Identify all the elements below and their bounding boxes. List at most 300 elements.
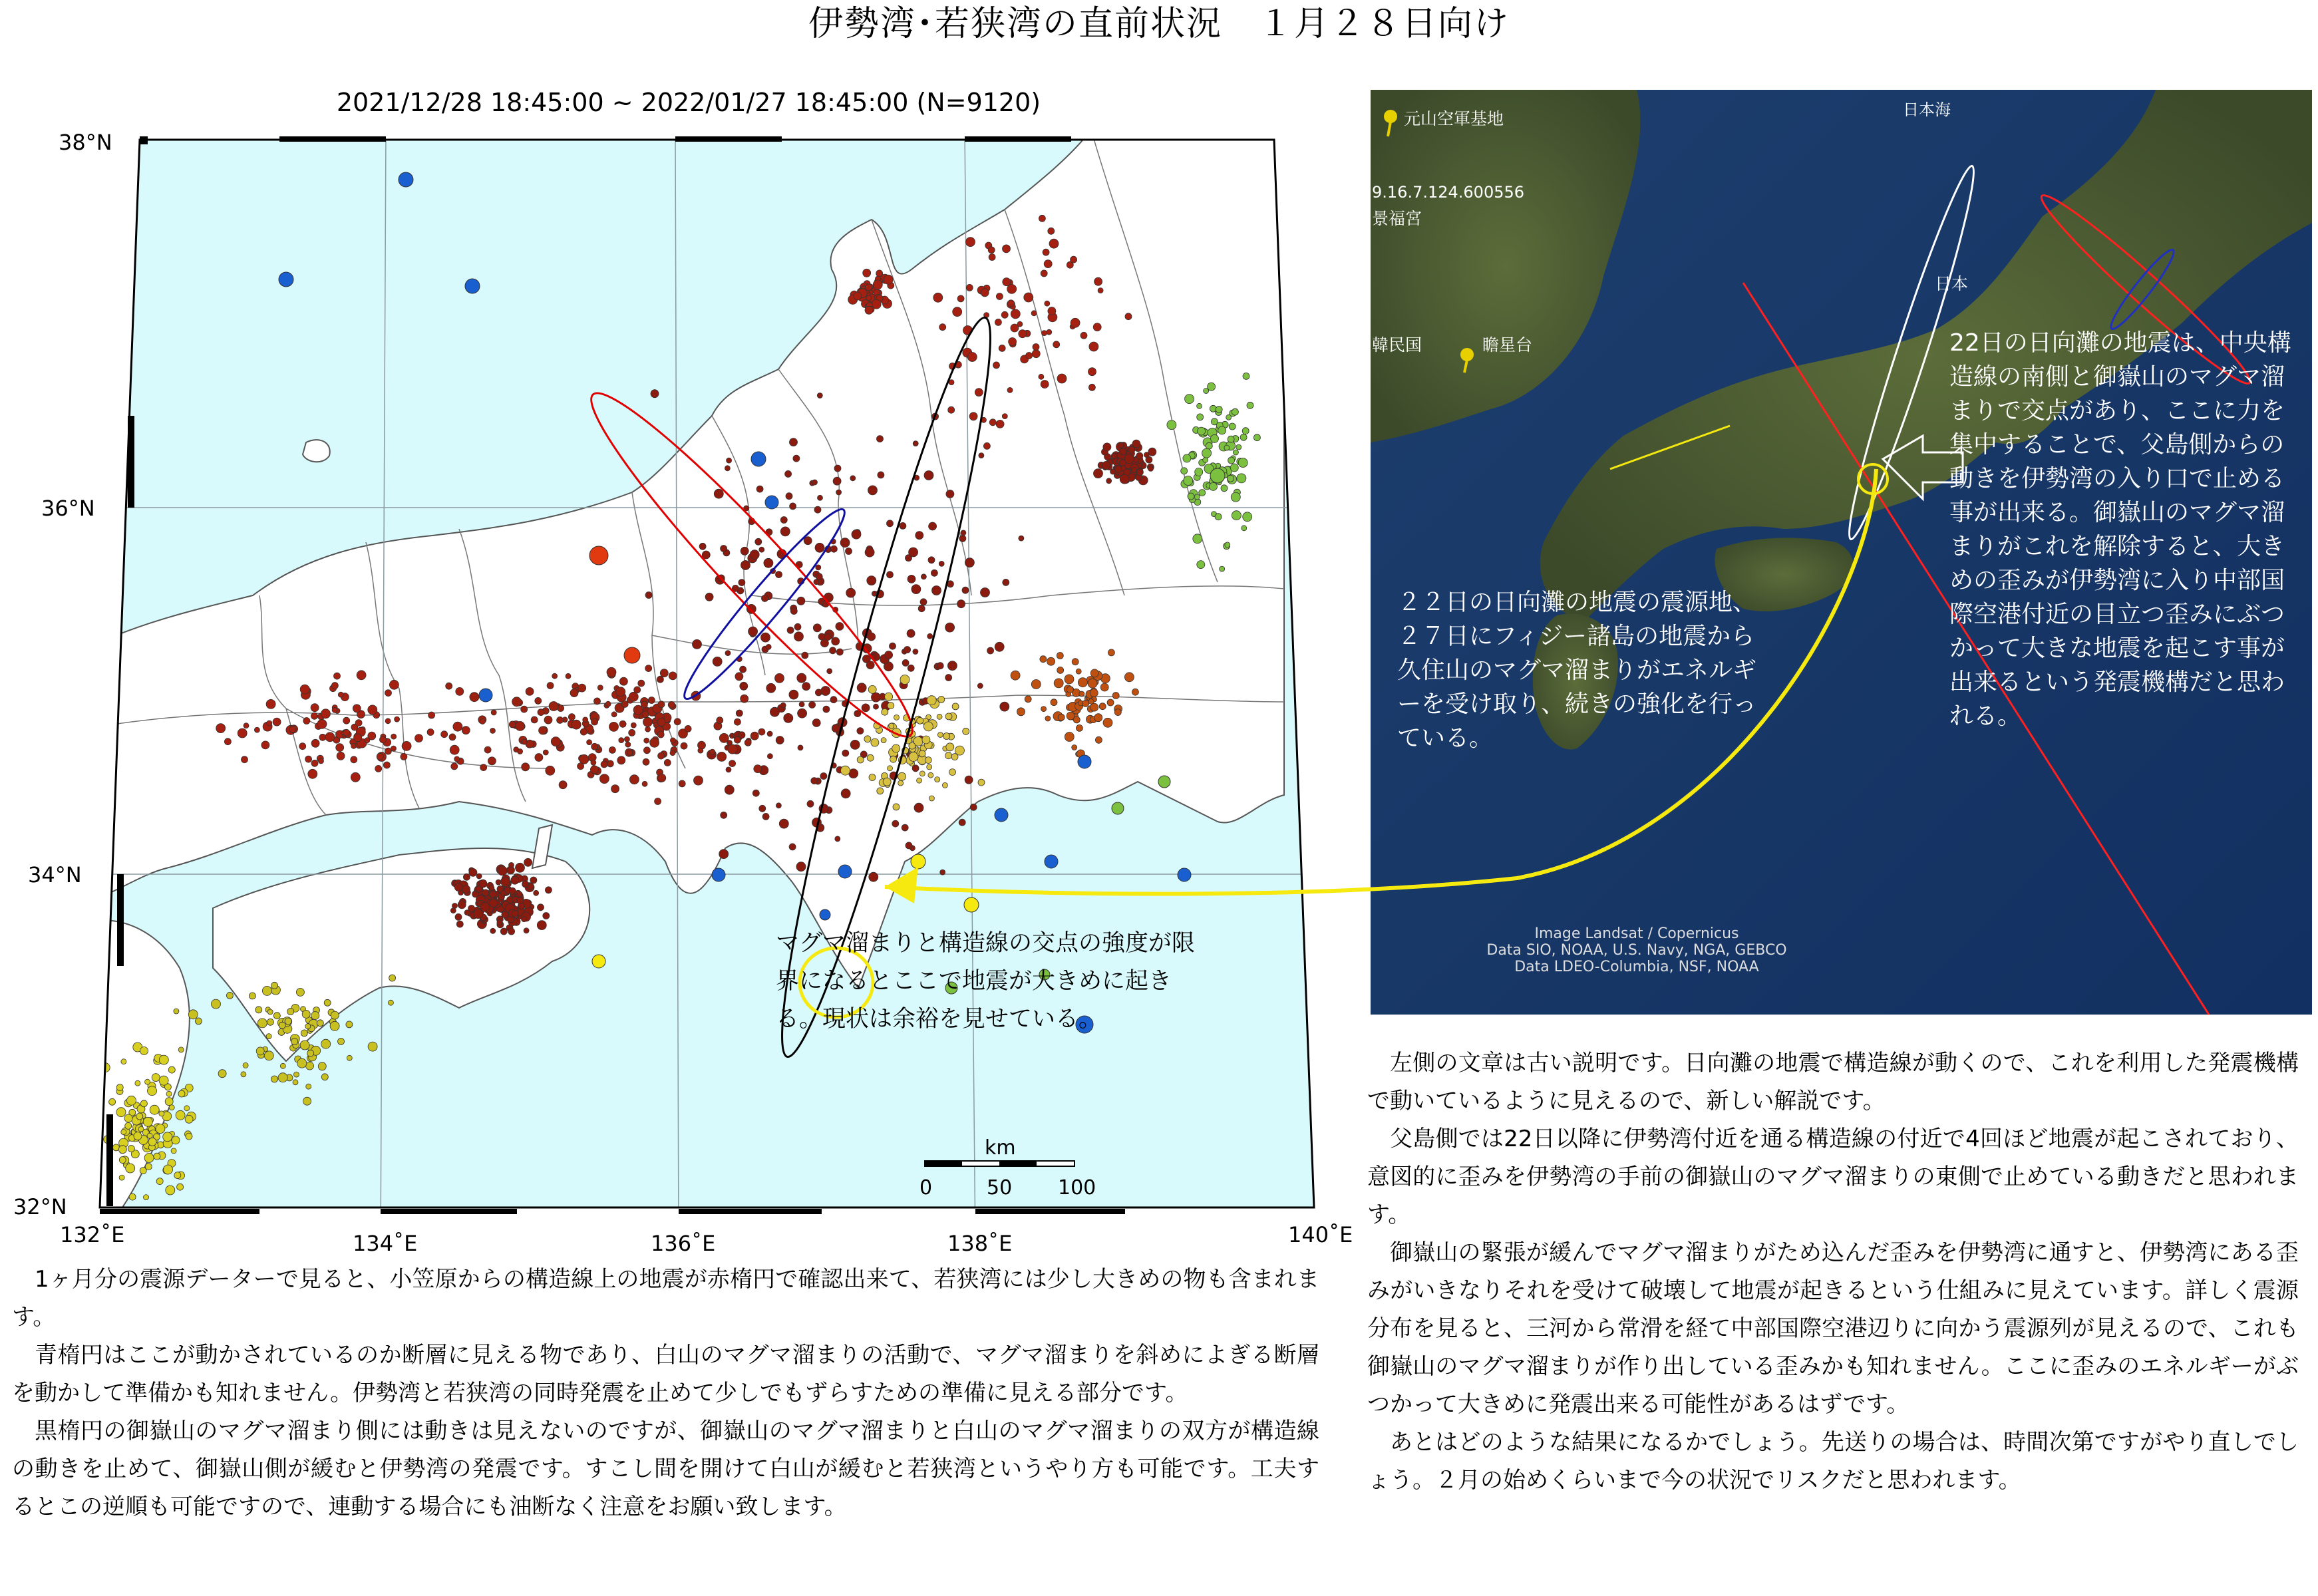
epicenter-dot — [780, 527, 790, 536]
left-paragraph-3: 黒楕円の御嶽山のマグマ溜まり側には動きは見えないのですが、御嶽山のマグマ溜まりと白山のマグマ溜まりの双方が構造線の動きを止めて、御嶽山側が緩むと伊勢湾の発震です。すこし間を開けて白山が緩むと若狭湾というやり方も可能です。工夫するとこの逆順も可能ですので、連動する場合にも油断なく注意をお願い致します。 — [12, 1418, 1319, 1520]
epicenter-dot — [790, 438, 798, 446]
epicenter-dot — [721, 812, 727, 818]
epicenter-dot — [981, 289, 989, 297]
epicenter-dot — [1197, 414, 1204, 420]
lat-label-34: 34°N — [28, 862, 82, 887]
epicenter-dot — [674, 718, 681, 725]
epicenter-dot — [321, 709, 331, 718]
epicenter-dot — [321, 1074, 328, 1080]
epicenter-dot — [547, 683, 554, 689]
epicenter-dot — [516, 721, 525, 730]
epicenter-dot — [1093, 323, 1101, 331]
right-paragraph-4: あとはどのような結果になるかでしょう。先送りの場合は、時間次第ですがやり直しでしょう。２月の始めくらいまで今の状況でリスクだと思われます。 — [1367, 1429, 2299, 1494]
epicenter-dot — [736, 710, 743, 717]
epicenter-dot — [876, 270, 883, 277]
epicenter-dot — [428, 712, 435, 718]
epicenter-dot — [318, 1062, 326, 1070]
epicenter-dot — [489, 885, 494, 891]
epicenter-dot — [765, 496, 778, 509]
epicenter-dot — [650, 738, 659, 747]
attribution-line-1: Image Landsat / Copernicus — [1534, 925, 1739, 942]
epicenter-dot — [789, 690, 798, 699]
epicenter-dot — [456, 921, 463, 927]
epicenter-dot — [1211, 434, 1219, 442]
epicenter-dot — [351, 772, 360, 782]
epicenter-dot — [759, 547, 764, 552]
epicenter-dot — [1089, 342, 1098, 351]
epicenter-dot — [317, 719, 327, 728]
epicenter-dot — [714, 489, 723, 498]
epicenter-dot — [311, 760, 318, 766]
epicenter-dot — [319, 734, 326, 740]
epicenter-dot — [658, 774, 666, 782]
epicenter-dot — [377, 753, 383, 760]
epicenter-dot — [1053, 341, 1060, 348]
right-explanation — [1367, 1044, 2299, 1500]
epicenter-dot — [159, 1076, 168, 1085]
epicenter-dot — [693, 639, 702, 649]
epicenter-dot — [601, 761, 607, 768]
epicenter-dot — [174, 1172, 181, 1179]
epicenter-dot — [679, 780, 685, 787]
epicenter-dot — [779, 819, 788, 828]
epicenter-dot — [1094, 277, 1102, 285]
epicenter-dot — [1007, 387, 1013, 393]
epicenter-dot — [621, 701, 628, 707]
left-paragraph-2: 青楕円はここが動かされているのか断層に見える物であり、白山のマグマ溜まりの活動で、マグマ溜まりを斜めによぎる断層を動かして準備かも知れません。伊勢湾と若狭湾の同時発震を止めて少しでもずらすための準備に見える部分です。 — [12, 1342, 1319, 1406]
epicenter-dot — [713, 657, 722, 666]
epicenter-dot — [267, 1009, 273, 1015]
epicenter-dot — [116, 1084, 123, 1091]
epicenter-dot — [854, 292, 862, 300]
epicenter-dot — [324, 999, 331, 1006]
epicenter-dot — [643, 717, 653, 726]
epicenter-dot — [1224, 445, 1230, 450]
epicenter-dot — [568, 714, 575, 720]
epicenter-dot — [303, 718, 310, 724]
epicenter-dot — [1049, 239, 1059, 248]
epicenter-dot — [500, 928, 507, 935]
epicenter-dot — [297, 1058, 307, 1068]
epicenter-dot — [1033, 344, 1039, 351]
epicenter-dot — [599, 774, 609, 784]
epicenter-dot — [480, 719, 485, 724]
epicenter-dot — [171, 1148, 176, 1154]
epicenter-dot — [1253, 434, 1260, 441]
epicenter-dot — [303, 1097, 311, 1105]
epicenter-dot — [138, 1126, 144, 1132]
epicenter-dot — [725, 466, 730, 471]
epicenter-dot — [159, 1111, 164, 1116]
epicenter-dot — [254, 727, 259, 732]
epicenter-dot — [176, 1110, 185, 1120]
epicenter-dot — [1226, 414, 1232, 420]
epicenter-dot — [759, 805, 766, 812]
epicenter-dot — [375, 765, 382, 772]
epicenter-dot — [1043, 249, 1049, 255]
epicenter-dot — [135, 1080, 140, 1086]
epicenter-dot — [401, 753, 407, 760]
epicenter-dot — [1024, 293, 1033, 302]
epicenter-dot — [754, 765, 762, 773]
epicenter-dot — [301, 1030, 307, 1037]
epicenter-dot — [287, 1009, 294, 1015]
epicenter-dot — [385, 690, 392, 697]
epicenter-dot — [866, 284, 872, 291]
epicenter-dot — [865, 306, 873, 314]
epicenter-dot — [305, 756, 312, 762]
epicenter-dot — [399, 172, 413, 187]
epicenter-dot — [391, 746, 397, 751]
epicenter-dot — [311, 1012, 319, 1020]
epicenter-dot — [470, 693, 479, 702]
epicenter-dot — [1236, 444, 1242, 450]
epicenter-dot — [249, 993, 255, 999]
epicenter-dot — [643, 758, 649, 765]
connector-arrow — [798, 466, 1890, 905]
epicenter-dot — [866, 295, 872, 301]
epicenter-dot — [279, 272, 293, 287]
epicenter-dot — [266, 1034, 271, 1039]
epicenter-dot — [338, 692, 343, 697]
epicenter-dot — [710, 749, 715, 754]
epicenter-dot — [745, 739, 751, 746]
epicenter-dot — [116, 1108, 126, 1117]
epicenter-dot — [501, 877, 510, 886]
epicenter-dot — [1047, 329, 1052, 335]
epicenter-dot — [1088, 384, 1095, 391]
epicenter-dot — [631, 722, 636, 728]
epicenter-dot — [1125, 313, 1132, 320]
epicenter-dot — [516, 863, 525, 872]
epicenter-dot — [1003, 245, 1011, 253]
epicenter-dot — [266, 699, 275, 709]
right-paragraph-2: 父島側では22日以降に伊勢湾付近を通る構造線の付近で4回ほど地震が起こされており、意図的に歪みを伊勢湾の手前の御嶽山のマグマ溜まりの東側で止めている動きだと思われます。 — [1367, 1126, 2299, 1228]
epicenter-dot — [776, 571, 782, 578]
epicenter-dot — [509, 721, 516, 728]
epicenter-dot — [629, 729, 635, 736]
epicenter-dot — [645, 592, 652, 599]
epicenter-dot — [1057, 374, 1067, 383]
left-paragraph-1: 1ヶ月分の震源データーで見ると、小笠原からの構造線上の地震が赤楕円で確認出来て、若狭湾には少し大きめの物も含まれます。 — [12, 1266, 1319, 1331]
epicenter-dot — [953, 307, 962, 317]
epicenter-dot — [698, 748, 703, 753]
epicenter-dot — [256, 1047, 264, 1055]
epicenter-dot — [1044, 260, 1052, 268]
epicenter-dot — [617, 756, 625, 764]
epicenter-dot — [522, 881, 529, 887]
epicenter-dot — [357, 671, 366, 680]
epicenter-dot — [216, 724, 226, 733]
epicenter-dot — [1183, 454, 1191, 462]
epicenter-dot — [766, 644, 771, 649]
epicenter-dot — [559, 781, 567, 789]
epicenter-dot — [933, 293, 943, 302]
lon-label-140: 140˚E — [1288, 1222, 1353, 1247]
epicenter-dot — [212, 999, 221, 1009]
epicenter-dot — [517, 897, 524, 904]
epicenter-dot — [332, 707, 337, 713]
epicenter-dot — [244, 723, 249, 728]
epicenter-dot — [188, 1010, 198, 1019]
epicenter-dot — [336, 744, 344, 752]
epicenter-dot — [279, 1022, 285, 1029]
epicenter-dot — [580, 728, 587, 735]
scale-tick-100: 100 — [1058, 1176, 1096, 1199]
epicenter-dot — [163, 1132, 172, 1142]
epicenter-dot — [624, 647, 640, 663]
epicenter-dot — [790, 608, 797, 615]
epicenter-dot — [721, 546, 727, 552]
epicenter-dot — [159, 1055, 168, 1064]
epicenter-dot — [300, 685, 309, 694]
epicenter-dot — [121, 1059, 126, 1064]
epicenter-dot — [152, 1074, 160, 1082]
epicenter-dot — [913, 441, 918, 446]
epicenter-dot — [441, 731, 448, 738]
scale-unit: km — [985, 1136, 1016, 1160]
epicenter-dot — [242, 756, 248, 763]
epicenter-dot — [1233, 450, 1238, 455]
epicenter-dot — [355, 720, 362, 726]
epicenter-dot — [776, 736, 784, 744]
epicenter-dot — [347, 1055, 352, 1060]
epicenter-dot — [166, 1091, 172, 1096]
epicenter-dot — [1032, 350, 1040, 358]
epicenter-dot — [770, 707, 779, 717]
epicenter-dot — [294, 1072, 299, 1077]
epicenter-dot — [119, 1157, 126, 1164]
oki-land — [303, 440, 330, 462]
place-label-wonsan: 元山空軍基地 — [1404, 109, 1504, 128]
epicenter-dot — [482, 889, 489, 896]
epicenter-dot — [479, 879, 487, 887]
epicenter-dot — [491, 710, 496, 715]
epicenter-dot — [746, 604, 756, 613]
epicenter-dot — [126, 1164, 135, 1173]
epicenter-dot — [321, 1039, 331, 1048]
epicenter-dot — [957, 295, 964, 302]
place-label-japan: 日本 — [1935, 274, 1969, 293]
epicenter-dot — [456, 687, 464, 695]
epicenter-dot — [633, 705, 643, 715]
epicenter-dot — [638, 680, 645, 687]
epicenter-dot — [331, 683, 338, 689]
epicenter-dot — [1228, 457, 1235, 464]
epicenter-dot — [453, 722, 462, 731]
epicenter-dot — [699, 543, 706, 550]
epicenter-dot — [526, 687, 534, 695]
epicenter-dot — [1229, 423, 1236, 430]
epicenter-dot — [592, 955, 605, 968]
epicenter-dot — [402, 741, 411, 750]
epicenter-dot — [619, 720, 626, 727]
epicenter-dot — [786, 493, 792, 500]
epicenter-dot — [1124, 454, 1134, 464]
epicenter-dot — [996, 293, 1003, 300]
epicenter-dot — [705, 593, 713, 601]
epicenter-dot — [1048, 307, 1056, 315]
epicenter-dot — [121, 1130, 126, 1135]
epicenter-dot — [185, 1115, 193, 1123]
epicenter-dot — [497, 920, 502, 925]
epicenter-dot — [1080, 332, 1087, 339]
epicenter-dot — [306, 1084, 311, 1089]
epicenter-dot — [488, 757, 496, 765]
lat-label-38: 38°N — [59, 130, 112, 155]
epicenter-dot — [651, 390, 659, 398]
epicenter-dot — [740, 666, 746, 673]
epicenter-dot — [140, 1100, 147, 1107]
epicenter-dot — [271, 982, 278, 989]
place-label-sea-of-japan: 日本海 — [1903, 100, 1951, 119]
epicenter-dot — [124, 1114, 132, 1122]
epicenter-dot — [658, 701, 665, 708]
epicenter-dot — [670, 750, 675, 756]
epicenter-dot — [664, 759, 671, 766]
epicenter-dot — [243, 1062, 248, 1068]
epicenter-dot — [784, 713, 793, 722]
epicenter-dot — [658, 752, 665, 759]
epicenter-dot — [178, 1090, 185, 1097]
epicenter-dot — [490, 899, 498, 907]
epicenter-dot — [660, 669, 668, 677]
epicenter-dot — [119, 1175, 124, 1180]
epicenter-dot — [734, 736, 741, 743]
epicenter-dot — [996, 420, 1004, 428]
epicenter-dot — [1240, 434, 1247, 440]
epicenter-dot — [177, 1184, 184, 1190]
epicenter-dot — [594, 698, 601, 705]
epicenter-dot — [1048, 228, 1055, 234]
epicenter-dot — [597, 685, 603, 691]
epicenter-dot — [354, 734, 362, 742]
epicenter-dot — [462, 726, 470, 734]
epicenter-dot — [551, 737, 560, 746]
epicenter-dot — [578, 684, 586, 692]
epicenter-dot — [368, 705, 377, 715]
epicenter-dot — [939, 324, 946, 331]
epicenter-dot — [748, 627, 758, 636]
epicenter-dot — [1026, 353, 1033, 359]
epicenter-dot — [717, 752, 727, 761]
epicenter-dot — [1045, 301, 1050, 306]
epicenter-dot — [144, 1195, 149, 1200]
epicenter-dot — [767, 731, 772, 736]
epicenter-dot — [790, 503, 796, 510]
epicenter-dot — [572, 720, 581, 729]
epicenter-dot — [454, 883, 462, 891]
epicenter-dot — [1203, 457, 1208, 462]
epicenter-dot — [451, 763, 458, 770]
epicenter-dot — [566, 673, 571, 679]
epicenter-dot — [725, 785, 734, 794]
epicenter-dot — [257, 1019, 267, 1028]
epicenter-dot — [391, 734, 397, 739]
epicenter-dot — [758, 728, 765, 735]
epicenter-dot — [1042, 331, 1047, 336]
epicenter-dot — [643, 747, 650, 754]
epicenter-dot — [751, 452, 766, 466]
epicenter-dot — [712, 868, 725, 881]
epicenter-dot — [1008, 300, 1015, 307]
epicenter-dot — [538, 904, 544, 911]
epicenter-dot — [1247, 402, 1253, 408]
epicenter-dot — [490, 728, 496, 733]
epicenter-dot — [512, 697, 522, 707]
satellite-text-left: ２２日の日向灘の地震の震源地、２７日にフィジー諸島の地震から久住山のマグマ溜まりがエネルギーを受け取り、続きの強化を行っている。 — [1397, 589, 1757, 752]
epicenter-dot — [983, 442, 990, 449]
epicenter-dot — [291, 1038, 298, 1045]
epicenter-dot — [109, 1098, 116, 1105]
epicenter-dot — [337, 752, 345, 760]
epicenter-dot — [975, 389, 983, 397]
lon-label-132: 132˚E — [60, 1222, 125, 1247]
epicenter-dot — [455, 913, 462, 920]
epicenter-dot — [546, 766, 555, 775]
epicenter-dot — [863, 269, 871, 277]
epicenter-dot — [496, 879, 501, 885]
epicenter-dot — [717, 717, 723, 724]
epicenter-dot — [1208, 383, 1216, 391]
epicenter-dot — [311, 713, 318, 719]
epicenter-dot — [296, 988, 304, 996]
epicenter-dot — [395, 717, 400, 722]
epicenter-dot — [725, 651, 731, 656]
epicenter-dot — [512, 910, 518, 917]
epicenter-dot — [302, 1010, 310, 1018]
epicenter-dot — [726, 767, 731, 772]
epicenter-dot — [389, 680, 399, 689]
epicenter-dot — [644, 738, 649, 743]
epicenter-dot — [150, 1105, 159, 1114]
epicenter-dot — [1071, 318, 1080, 327]
epicenter-dot — [641, 701, 647, 708]
epicenter-dot — [657, 731, 664, 738]
epicenter-dot — [727, 458, 732, 463]
epicenter-dot — [449, 734, 456, 740]
epicenter-dot — [583, 717, 588, 722]
epicenter-dot — [524, 858, 532, 866]
epicenter-dot — [1071, 256, 1077, 263]
epicenter-dot — [534, 890, 539, 895]
epicenter-dot — [1206, 442, 1212, 449]
epicenter-dot — [1041, 381, 1049, 389]
map-date-range: 2021/12/28 18:45:00 ~ 2022/01/27 18:45:00 (N=9120) — [336, 88, 1041, 117]
epicenter-dot — [1019, 330, 1027, 338]
epicenter-dot — [178, 1047, 184, 1052]
attribution-line-2: Data SIO, NOAA, U.S. Navy, NGA, GEBCO — [1486, 942, 1787, 959]
epicenter-dot — [480, 902, 490, 911]
epicenter-dot — [645, 726, 651, 732]
epicenter-dot — [530, 877, 537, 883]
epicenter-dot — [611, 712, 617, 717]
epicenter-dot — [657, 718, 665, 726]
lat-label-32: 32°N — [13, 1194, 67, 1219]
epicenter-dot — [271, 1076, 278, 1082]
epicenter-dot — [544, 716, 552, 724]
epicenter-dot — [450, 745, 459, 754]
epicenter-dot — [669, 672, 677, 680]
epicenter-dot — [166, 1186, 175, 1195]
epicenter-dot — [668, 701, 675, 708]
epicenter-dot — [156, 1124, 165, 1134]
epicenter-dot — [780, 517, 787, 524]
epicenter-dot — [508, 928, 515, 935]
epicenter-dot — [383, 762, 390, 768]
epicenter-dot — [741, 561, 750, 570]
epicenter-dot — [385, 748, 391, 754]
